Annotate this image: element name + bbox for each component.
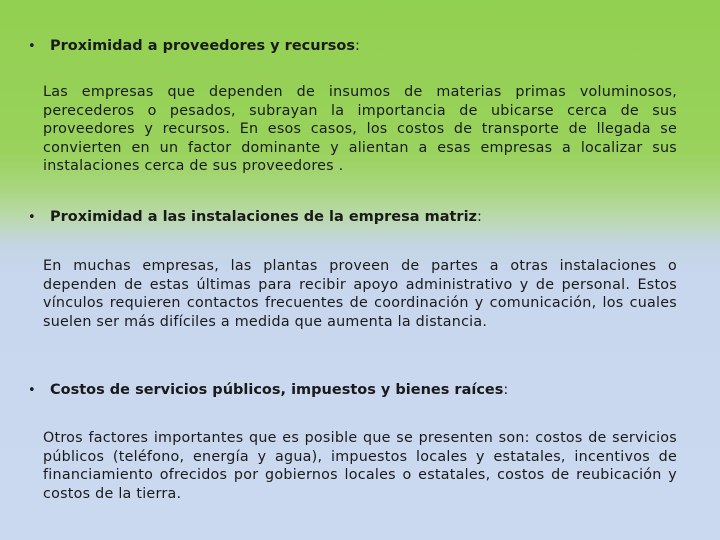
heading-colon: : — [503, 382, 509, 398]
heading-text: Proximidad a proveedores y recursos — [50, 38, 355, 54]
paragraph-empresa-matriz: En muchas empresas, las plantas proveen de partes a otras instalaciones o dependen de estas últimas para recibir apoyo administrativo y de personal. Estos vínculos requieren contactos frecuentes de coordinación y comunicación, los cuales suelen ser más difíciles a medida que aumenta la distancia. — [43, 258, 677, 330]
heading-colon: : — [476, 209, 482, 225]
heading-colon: : — [354, 38, 360, 54]
heading-text: Costos de servicios públicos, impuestos y bienes raíces — [50, 382, 504, 398]
paragraph-costos: Otros factores importantes que es posible que se presenten son: costos de servicios públicos (teléfono, energía y agua), impuestos locales y estatales, incentivos de financiamiento ofrecidos por gobiernos locales o estatales, costos de reubicación y costos de la tierra. — [43, 430, 677, 502]
bullet-icon: • — [28, 39, 36, 54]
paragraph-proveedores: Las empresas que dependen de insumos de materias primas voluminosos, perecederos o pesados, subrayan la importancia de ubicarse cerca de sus proveedores y recursos. En esos casos, los costos de transporte de llegada se convierten en un factor dominante y alientan a esas empresas a localizar sus instalaciones cerca de sus proveedores . — [43, 84, 677, 174]
bullet-heading-costos — [28, 381, 508, 400]
bullet-icon: • — [28, 210, 36, 225]
bullet-heading-empresa-matriz — [28, 208, 482, 227]
bullet-heading-proveedores — [28, 37, 360, 56]
heading-text: Proximidad a las instalaciones de la empresa matriz — [50, 209, 477, 225]
bullet-icon: • — [28, 383, 36, 398]
